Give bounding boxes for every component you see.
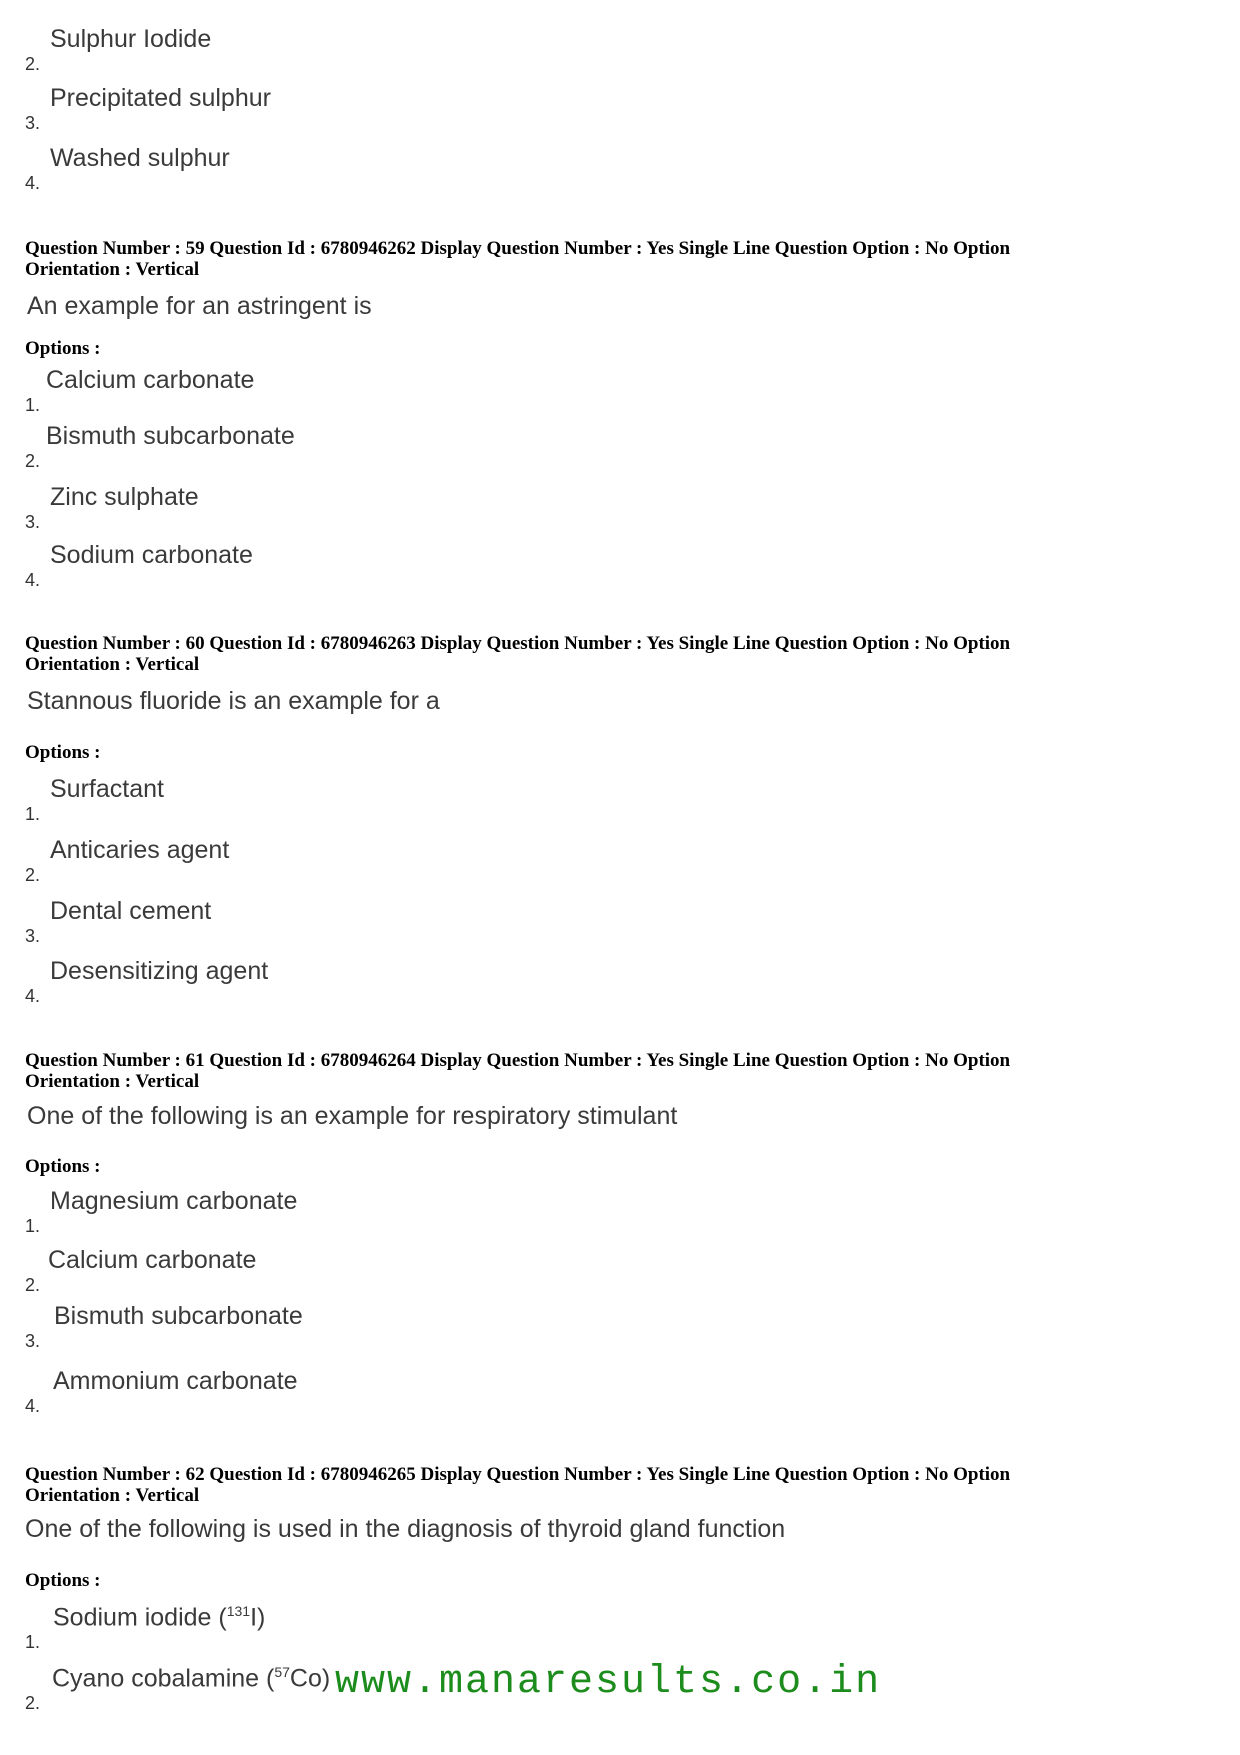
question-header	[25, 633, 1215, 675]
option-text: Cyano cobalamine ($^{57}$Co)	[52, 1664, 331, 1693]
question-text: Stannous fluoride is an example for a	[27, 687, 440, 715]
list-item[interactable]	[22, 1603, 722, 1653]
question-text: One of the following is an example for respiratory stimulant	[27, 1102, 678, 1130]
list-item[interactable]	[22, 775, 722, 825]
options-label: Options :	[25, 338, 101, 359]
option-number: 1.	[25, 395, 41, 415]
option-text: Anticaries agent	[50, 836, 230, 864]
option-text: Calcium carbonate	[48, 1246, 257, 1274]
option-text: Sulphur Iodide	[50, 25, 212, 53]
option-text: Ammonium carbonate	[53, 1367, 298, 1395]
options-label: Options :	[25, 1156, 101, 1177]
question-header	[25, 1464, 1215, 1506]
option-text: Zinc sulphate	[50, 483, 199, 511]
question-header-line2: Orientation : Vertical	[25, 654, 200, 675]
option-text: Surfactant	[50, 775, 164, 803]
option-text: Sodium iodide ($^{131}$I)	[53, 1603, 266, 1632]
option-number: 2.	[25, 1275, 41, 1295]
isotope-superscript: 57	[274, 1664, 290, 1680]
question-header-line1: Question Number : 59 Question Id : 6780946262 Display Question Number : Yes Single Line Question Option : No Option	[25, 238, 1011, 259]
list-item[interactable]	[22, 836, 722, 886]
option-number: 4.	[25, 173, 41, 193]
question-header-line2: Orientation : Vertical	[25, 259, 200, 280]
list-item[interactable]	[22, 144, 722, 194]
option-number: 1.	[25, 804, 41, 824]
options-label: Options :	[25, 1570, 101, 1591]
option-number: 2.	[25, 1693, 41, 1713]
option-number: 3.	[25, 512, 41, 532]
option-number: 1.	[25, 1216, 41, 1236]
list-item[interactable]	[22, 483, 722, 533]
options-label: Options :	[25, 742, 101, 763]
list-item[interactable]	[22, 25, 722, 75]
option-number: 3.	[25, 1331, 41, 1351]
list-item[interactable]	[22, 422, 722, 472]
question-header	[25, 1050, 1215, 1092]
question-text: An example for an astringent is	[27, 292, 372, 320]
option-number: 4.	[25, 986, 41, 1006]
option-number: 3.	[25, 113, 41, 133]
option-text: Magnesium carbonate	[50, 1187, 298, 1215]
option-text: Sodium carbonate	[50, 541, 253, 569]
question-text: One of the following is used in the diagnosis of thyroid gland function	[25, 1515, 786, 1543]
list-item[interactable]	[22, 84, 722, 134]
list-item[interactable]	[22, 541, 722, 591]
list-item[interactable]	[22, 1246, 722, 1296]
option-text: Desensitizing agent	[50, 957, 269, 985]
question-header-line2: Orientation : Vertical	[25, 1071, 200, 1092]
watermark: www.manaresults.co.in	[335, 1660, 882, 1705]
option-number: 2.	[25, 865, 41, 885]
list-item[interactable]	[22, 897, 722, 947]
option-text: Calcium carbonate	[46, 366, 255, 394]
option-number: 1.	[25, 1632, 41, 1652]
option-number: 4.	[25, 570, 41, 590]
question-header-line1: Question Number : 61 Question Id : 6780946264 Display Question Number : Yes Single Line Question Option : No Option	[25, 1050, 1011, 1071]
list-item[interactable]	[22, 957, 722, 1007]
question-header-line1: Question Number : 62 Question Id : 6780946265 Display Question Number : Yes Single Line Question Option : No Option	[25, 1464, 1011, 1485]
option-number: 2.	[25, 54, 41, 74]
list-item[interactable]	[22, 1187, 722, 1237]
option-text: Bismuth subcarbonate	[46, 422, 295, 450]
option-text: Dental cement	[50, 897, 212, 925]
question-header	[25, 238, 1215, 280]
option-text: Washed sulphur	[50, 144, 230, 172]
option-number: 2.	[25, 451, 41, 471]
question-header-line1: Question Number : 60 Question Id : 6780946263 Display Question Number : Yes Single Line Question Option : No Option	[25, 633, 1011, 654]
option-text: Precipitated sulphur	[50, 84, 271, 112]
list-item[interactable]	[22, 366, 722, 416]
list-item[interactable]	[22, 1367, 722, 1417]
option-number: 4.	[25, 1396, 41, 1416]
list-item[interactable]	[22, 1302, 722, 1352]
isotope-superscript: 131	[226, 1603, 251, 1619]
option-text: Bismuth subcarbonate	[54, 1302, 303, 1330]
option-number: 3.	[25, 926, 41, 946]
question-header-line2: Orientation : Vertical	[25, 1485, 200, 1506]
